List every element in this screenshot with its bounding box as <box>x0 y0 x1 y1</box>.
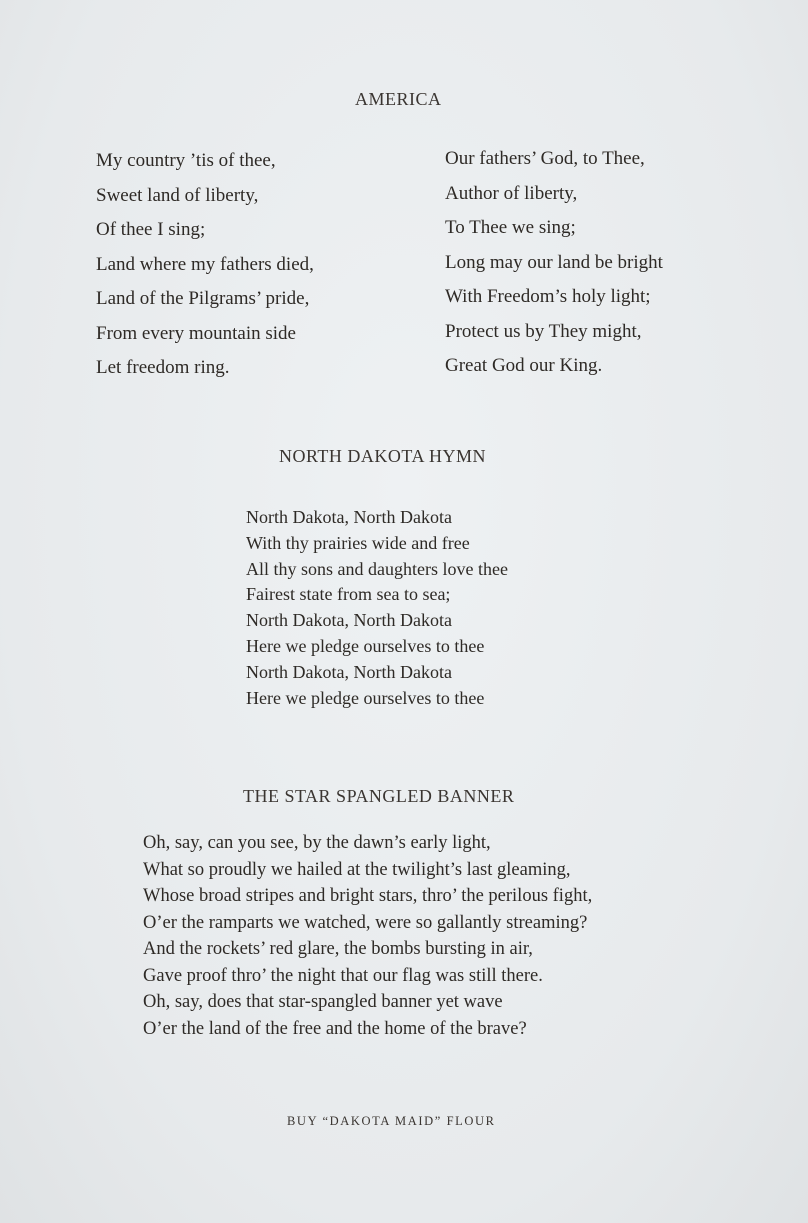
verse-line: And the rockets’ red glare, the bombs bursting in air, <box>143 939 533 959</box>
verse-line: Long may our land be bright <box>445 251 663 273</box>
verse-line: Of thee I sing; <box>96 219 206 240</box>
verse-line: With thy prairies wide and free <box>246 532 470 553</box>
flour-advertisement: BUY “DAKOTA MAID” FLOUR <box>287 1114 496 1128</box>
verse-line: Our fathers’ God, to Thee, <box>445 148 645 169</box>
verse-line: Gave proof thro’ the night that our flag was still there. <box>143 965 543 986</box>
verse-line: What so proudly we hailed at the twilight’s last gleaming, <box>143 859 571 880</box>
verse-line: Sweet land of liberty, <box>96 184 259 206</box>
verse-line: Here we pledge ourselves to thee <box>246 687 485 708</box>
verse-line: Author of liberty, <box>445 182 578 204</box>
nd-hymn-verse <box>246 505 508 711</box>
verse-line: Whose broad stripes and bright stars, thro’ the perilous fight, <box>143 886 593 906</box>
verse-line: Great God our King. <box>445 355 603 376</box>
verse-line: O’er the ramparts we watched, were so gallantly streaming? <box>143 912 588 933</box>
verse-line: To Thee we sing; <box>445 217 576 238</box>
verse-line: North Dakota, North Dakota <box>246 507 452 527</box>
verse-line: Protect us by They might, <box>445 320 642 342</box>
verse-line: Land where my fathers died, <box>96 253 314 275</box>
banner-verse <box>143 830 592 1042</box>
verse-line: My country ’tis of thee, <box>96 150 276 171</box>
verse-line: Oh, say, can you see, by the dawn’s early light, <box>143 833 491 853</box>
verse-line: From every mountain side <box>96 322 296 344</box>
banner-title: THE STAR SPANGLED BANNER <box>243 786 515 806</box>
verse-line: With Freedom’s holy light; <box>445 286 651 307</box>
america-verse-1 <box>96 144 314 386</box>
verse-line: Oh, say, does that star-spangled banner yet wave <box>143 992 503 1012</box>
verse-line: Fairest state from sea to sea; <box>246 584 451 605</box>
america-verse-2 <box>445 142 663 384</box>
verse-line: O’er the land of the free and the home of the brave? <box>143 1018 527 1039</box>
verse-line: Let freedom ring. <box>96 357 230 378</box>
verse-line: All thy sons and daughters love thee <box>246 558 508 579</box>
verse-line: Here we pledge ourselves to thee <box>246 635 485 656</box>
verse-line: North Dakota, North Dakota <box>246 610 452 631</box>
verse-line: North Dakota, North Dakota <box>246 661 452 682</box>
nd-hymn-title: NORTH DAKOTA HYMN <box>279 446 486 466</box>
america-title: AMERICA <box>355 89 442 109</box>
verse-line: Land of the Pilgrams’ pride, <box>96 288 310 309</box>
